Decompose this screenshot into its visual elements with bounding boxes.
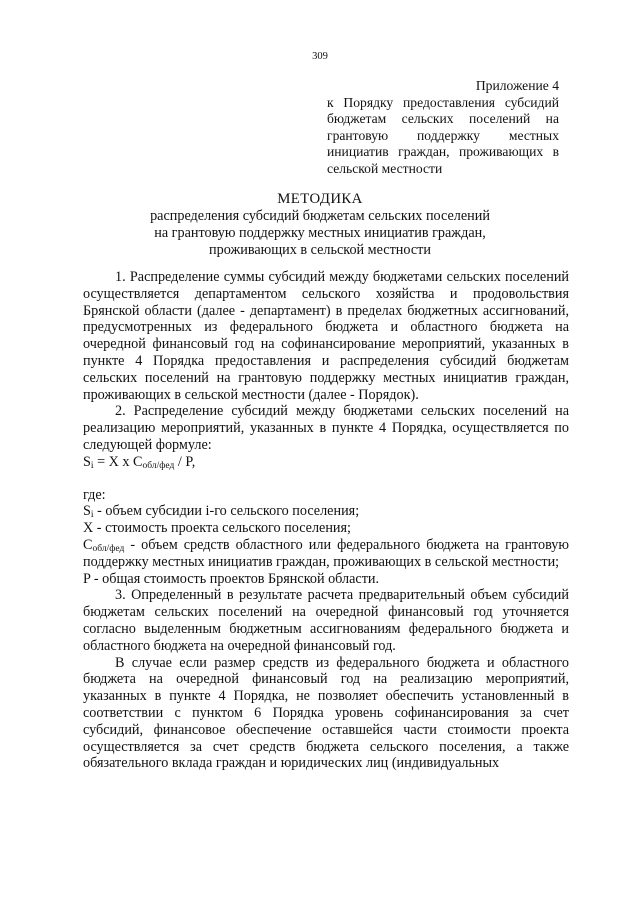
formula-middle: = X x C [93,453,143,470]
definition-x: X - стоимость проекта сельского поселения; [83,520,351,537]
definition-s-symbol: S [83,503,91,520]
appendix-text: к Порядку предоставления субсидий бюджетам сельских поселений на грантовую поддержку местных инициатив граждан, проживающих в сельской местности [327,94,559,176]
definition-c-symbol: С [83,536,93,553]
definition-s-text: - объем субсидии i-го сельского поселения; [93,503,360,520]
page-number: 309 [312,51,328,62]
paragraph-1: 1. Распределение суммы субсидий между бюджетами сельских поселений осуществляется департаментом сельского хозяйства и продовольствия Брянской области (далее - департамент) в пределах бюджетных ассигнований, предусмотренных из федерального бюджета и областного бюджета на очередной финансовый год на софинансирование мероприятий, указанных в пункте 4 Порядка предоставления и распределения субсидий бюджетам сельских поселений на грантовую поддержку местных инициатив граждан, проживающих в сельской местности (далее - Порядок). [83,269,569,403]
paragraph-2: 2. Распределение субсидий между бюджетами сельских поселений на реализацию мероприятий, указанных в пункте 4 Порядка, осуществляется по следующей формуле: [83,403,569,453]
definition-c-subscript: обл/фед [92,543,125,554]
document-subtitle-line: на грантовую поддержку местных инициатив граждан, [154,225,486,241]
definition-s-subscript: i [90,510,94,521]
formula-c-subscript: обл/фед [142,460,175,471]
definition-s [83,503,569,520]
document-heading [0,191,640,259]
document-title: МЕТОДИКА [277,191,363,207]
where-label: где: [83,486,106,503]
formula-s-subscript: i [90,460,94,471]
formula [83,454,569,471]
paragraph-3: 3. Определенный в результате расчета предварительный объем субсидий бюджетам сельских поселений на очередной финансовый год уточняется согласно выделенным бюджетным ассигнованиям федерального бюджета и областного бюджета на очередной финансовый год. [83,587,569,654]
document-subtitle-line: распределения субсидий бюджетам сельских поселений [150,208,490,224]
formula-end: / P, [174,453,196,470]
definition-c [83,537,569,571]
formula-s: S [83,453,91,470]
definition-p: P - общая стоимость проектов Брянской области. [83,570,380,587]
document-body [83,269,569,772]
paragraph-4: В случае если размер средств из федерального бюджета и областного бюджета на очередной финансовый год на реализацию мероприятий, указанных в пункте 4 Порядка, не позволяет обеспечить установленный в соответствии с пунктом 6 Порядка уровень софинансирования за счет субсидий, финансовое обеспечение оставшейся части стоимости проекта осуществляется за счет средств бюджета сельского поселения, а также обязательного вклада граждан и юридических лиц (индивидуальных [83,654,569,772]
definition-c-text: - объем средств областного или федерального бюджета на грантовую поддержку местных инициатив граждан, проживающих в сельской местности; [83,536,569,570]
appendix-block [327,78,559,178]
appendix-title: Приложение 4 [475,78,559,93]
document-subtitle-line: проживающих в сельской местности [209,242,431,258]
